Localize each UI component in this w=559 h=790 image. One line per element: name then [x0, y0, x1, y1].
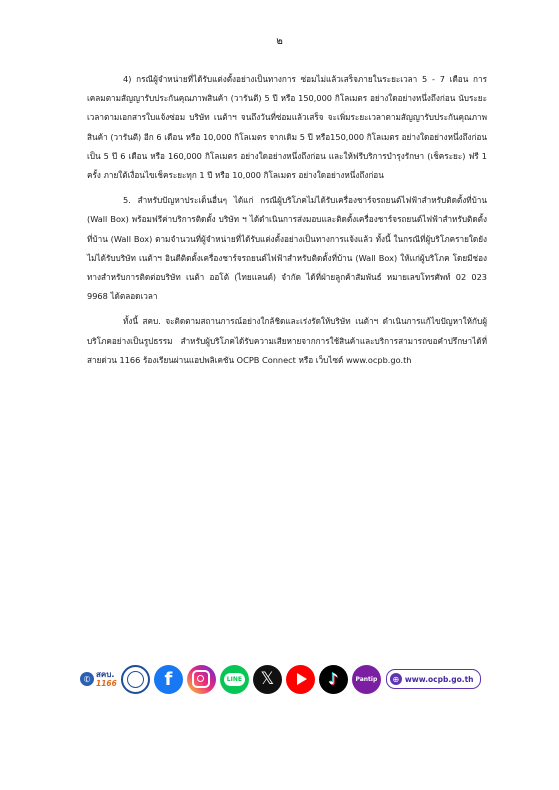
website-url: www.ocpb.go.th — [404, 674, 474, 684]
facebook-icon[interactable]: f — [154, 665, 183, 694]
globe-icon: ⊕ — [390, 673, 402, 685]
document-body — [87, 70, 487, 376]
pantip-icon[interactable]: Pantip — [352, 665, 381, 694]
paragraph-wall-box: 5. สำหรับปัญหาประเด็นอื่นๆ ได้แก่ กรณีผู้บริโภคไม่ได้รับเครื่องชาร์จรถยนต์ไฟฟ้าสำหรับติดตั้งที่บ้าน (Wall Box) พร้อมฟรีค่าบริการติดตั้ง บริษัท ฯ ได้ดำเนินการส่งมอบและติดตั้งเครื่องชาร์จรถยนต์ไฟฟ้าสำหรับติดตั้งที่บ้าน (Wall Box) ตามจำนวนที่ผู้จำหน่ายที่ได้รับแต่งตั้งอย่างเป็นทางการแจ้งแล้ว ทั้งนี้ ในกรณีที่ผู้บริโภครายใดยังไม่ได้รับบริษัท เนต้าฯ อินดีติดตั้งเครื่องชาร์จรถยนต์ไฟฟ้าสำหรับติดตั้งที่บ้าน (Wall Box) ให้แก่ผู้บริโภค โดยมีช่องทางสำหรับการติดต่อบริษัท เนต้า ออโต้ (ไทยแลนด์) จำกัด ได้ที่ฝ่ายลูกค้าสัมพันธ์ หมายเลขโทรศัพท์ 02 023 9968 ได้ตลอดเวลา — [87, 195, 487, 302]
page-number: ๒ — [276, 36, 283, 47]
hotline-number: 1166 — [96, 679, 117, 688]
line-icon[interactable]: LINE — [220, 665, 249, 694]
footer-social-bar — [80, 659, 480, 699]
paragraph-follow-up: ทั้งนี้ สคบ. จะติดตามสถานการณ์อย่างใกล้ชิดและเร่งรัดให้บริษัท เนต้าฯ ดำเนินการแก้ไขปัญหาให้กับผู้บริโภคอย่างเป็นรูปธรรม สำหรับผู้บริโภคได้รับความเสียหายจากการใช้สินค้าและบริการสามารถขอคำปรึกษาได้ที่สายด่วน 1166 ร้องเรียนผ่านแอปพลิเคชัน OCPB Connect หรือ เว็บไซต์ www.ocpb.go.th — [87, 316, 487, 365]
website-link[interactable] — [386, 669, 481, 689]
phone-icon: ✆ — [78, 670, 96, 688]
instagram-icon[interactable] — [187, 665, 216, 694]
logo-text: สคบ. — [96, 670, 115, 679]
youtube-icon[interactable] — [286, 665, 315, 694]
ocpb-hotline-logo — [80, 664, 117, 694]
x-icon[interactable]: 𝕏 — [253, 665, 282, 694]
tiktok-icon[interactable]: ♪ — [319, 665, 348, 694]
paragraph-warranty: 4) กรณีผู้จำหน่ายที่ได้รับแต่งตั้งอย่างเป็นทางการ ซ่อมไม่แล้วเสร็จภายในระยะเวลา 5 - 7 เดือน การเคลมตามสัญญารับประกันคุณภาพสินค้า (วารันตี) 5 ปี หรือ 150,000 กิโลเมตร อย่างใดอย่างหนึ่งถึงก่อน นับระยะเวลาตามเอกสารใบแจ้งซ่อม บริษัท เนต้าฯ จนถึงวันที่ซ่อมแล้วเสร็จ จะเพิ่มระยะเวลาตามสัญญารับประกันคุณภาพสินค้า (วารันตี) อีก 6 เดือน หรือ 10,000 กิโลเมตร จากเดิม 5 ปี หรือ150,000 กิโลเมตร อย่างใดอย่างหนึ่งถึงก่อน เป็น 5 ปี 6 เดือน หรือ 160,000 กิโลเมตร อย่างใดอย่างหนึ่งถึงก่อน และให้ฟรีบริการบำรุงรักษา (เช็คระยะ) ฟรี 1 ครั้ง ภายใต้เงื่อนไขเช็คระยะทุก 1 ปี หรือ 10,000 กิโลเมตร อย่างใดอย่างหนึ่งถึงก่อน — [87, 74, 487, 181]
ocpb-seal-icon — [121, 665, 150, 694]
